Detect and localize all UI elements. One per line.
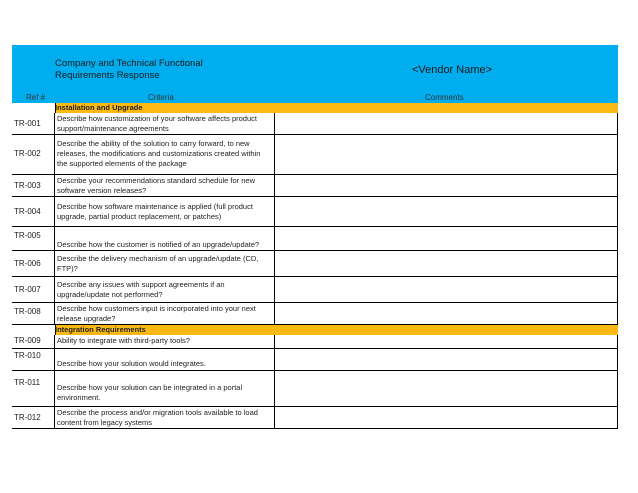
- table-row[interactable]: [12, 277, 618, 303]
- column-header-row: [12, 93, 618, 103]
- row-comments[interactable]: [275, 303, 618, 324]
- row-criteria: Describe the delivery mechanism of an upgrade/update (CD, FTP)?: [55, 251, 275, 276]
- row-comments[interactable]: [275, 277, 618, 302]
- row-comments[interactable]: [275, 175, 618, 196]
- col-criteria: Criteria: [148, 93, 174, 102]
- table-row[interactable]: [12, 251, 618, 277]
- row-comments[interactable]: [275, 197, 618, 226]
- row-ref: TR-006: [12, 251, 55, 276]
- row-comments[interactable]: [275, 407, 618, 428]
- table-row[interactable]: [12, 113, 618, 135]
- row-ref: TR-010: [12, 349, 55, 370]
- row-comments[interactable]: [275, 371, 618, 406]
- table-row[interactable]: [12, 303, 618, 325]
- table-row[interactable]: [12, 371, 618, 407]
- row-criteria: Describe how your solution would integrates.: [55, 349, 275, 370]
- row-ref: TR-002: [12, 135, 55, 174]
- table-row[interactable]: [12, 197, 618, 227]
- row-criteria: Describe how customers input is incorporated into your next release upgrade?: [55, 303, 275, 324]
- row-comments[interactable]: [275, 227, 618, 250]
- table-row[interactable]: [12, 407, 618, 429]
- row-criteria: Describe how customization of your software affects product support/maintenance agreements: [55, 113, 275, 134]
- row-ref: TR-011: [12, 371, 55, 406]
- row-ref: TR-003: [12, 175, 55, 196]
- document-title: [55, 58, 255, 82]
- row-ref: TR-007: [12, 277, 55, 302]
- col-comments: Comments: [425, 93, 464, 102]
- vendor-name: <Vendor Name>: [411, 64, 493, 76]
- row-comments[interactable]: [275, 349, 618, 370]
- table-row[interactable]: [12, 175, 618, 197]
- row-ref: TR-008: [12, 303, 55, 324]
- row-criteria: Describe any issues with support agreements if an upgrade/update not performed?: [55, 277, 275, 302]
- row-comments[interactable]: [275, 135, 618, 174]
- row-comments[interactable]: [275, 251, 618, 276]
- row-comments[interactable]: [275, 335, 618, 348]
- section-integration: [12, 325, 618, 335]
- section-label: Integration Requirements: [55, 325, 146, 334]
- row-criteria: Describe the ability of the solution to carry forward, to new releases, the modifications and customizations created within the supported elements of the package: [55, 135, 275, 174]
- table-row[interactable]: [12, 135, 618, 175]
- row-criteria: Describe how your solution can be integrated in a portal environment.: [55, 371, 275, 406]
- row-criteria: Describe your recommendations standard schedule for new software version releases?: [55, 175, 275, 196]
- section-label: Installation and Upgrade: [55, 103, 143, 112]
- section-installation: [12, 103, 618, 113]
- title-line-2: Requirements Response: [55, 70, 160, 81]
- row-ref: TR-001: [12, 113, 55, 134]
- col-ref: Ref #: [26, 93, 46, 102]
- row-criteria: Describe how software maintenance is applied (full product upgrade, partial product replacement, or patches): [55, 197, 275, 226]
- title-line-1: Company and Technical Functional: [55, 58, 203, 69]
- table-row[interactable]: [12, 335, 618, 349]
- row-criteria: Describe how the customer is notified of an upgrade/update?: [55, 227, 275, 250]
- row-ref: TR-009: [12, 335, 55, 348]
- row-ref: TR-004: [12, 197, 55, 226]
- row-ref: TR-012: [12, 407, 55, 428]
- header-banner: [12, 45, 618, 93]
- table-row[interactable]: [12, 227, 618, 251]
- row-ref: TR-005: [12, 227, 55, 250]
- row-comments[interactable]: [275, 113, 618, 134]
- row-criteria: Ability to integrate with third-party tools?: [55, 335, 275, 348]
- row-criteria: Describe the process and/or migration tools available to load content from legacy systems: [55, 407, 275, 428]
- table-row[interactable]: [12, 349, 618, 371]
